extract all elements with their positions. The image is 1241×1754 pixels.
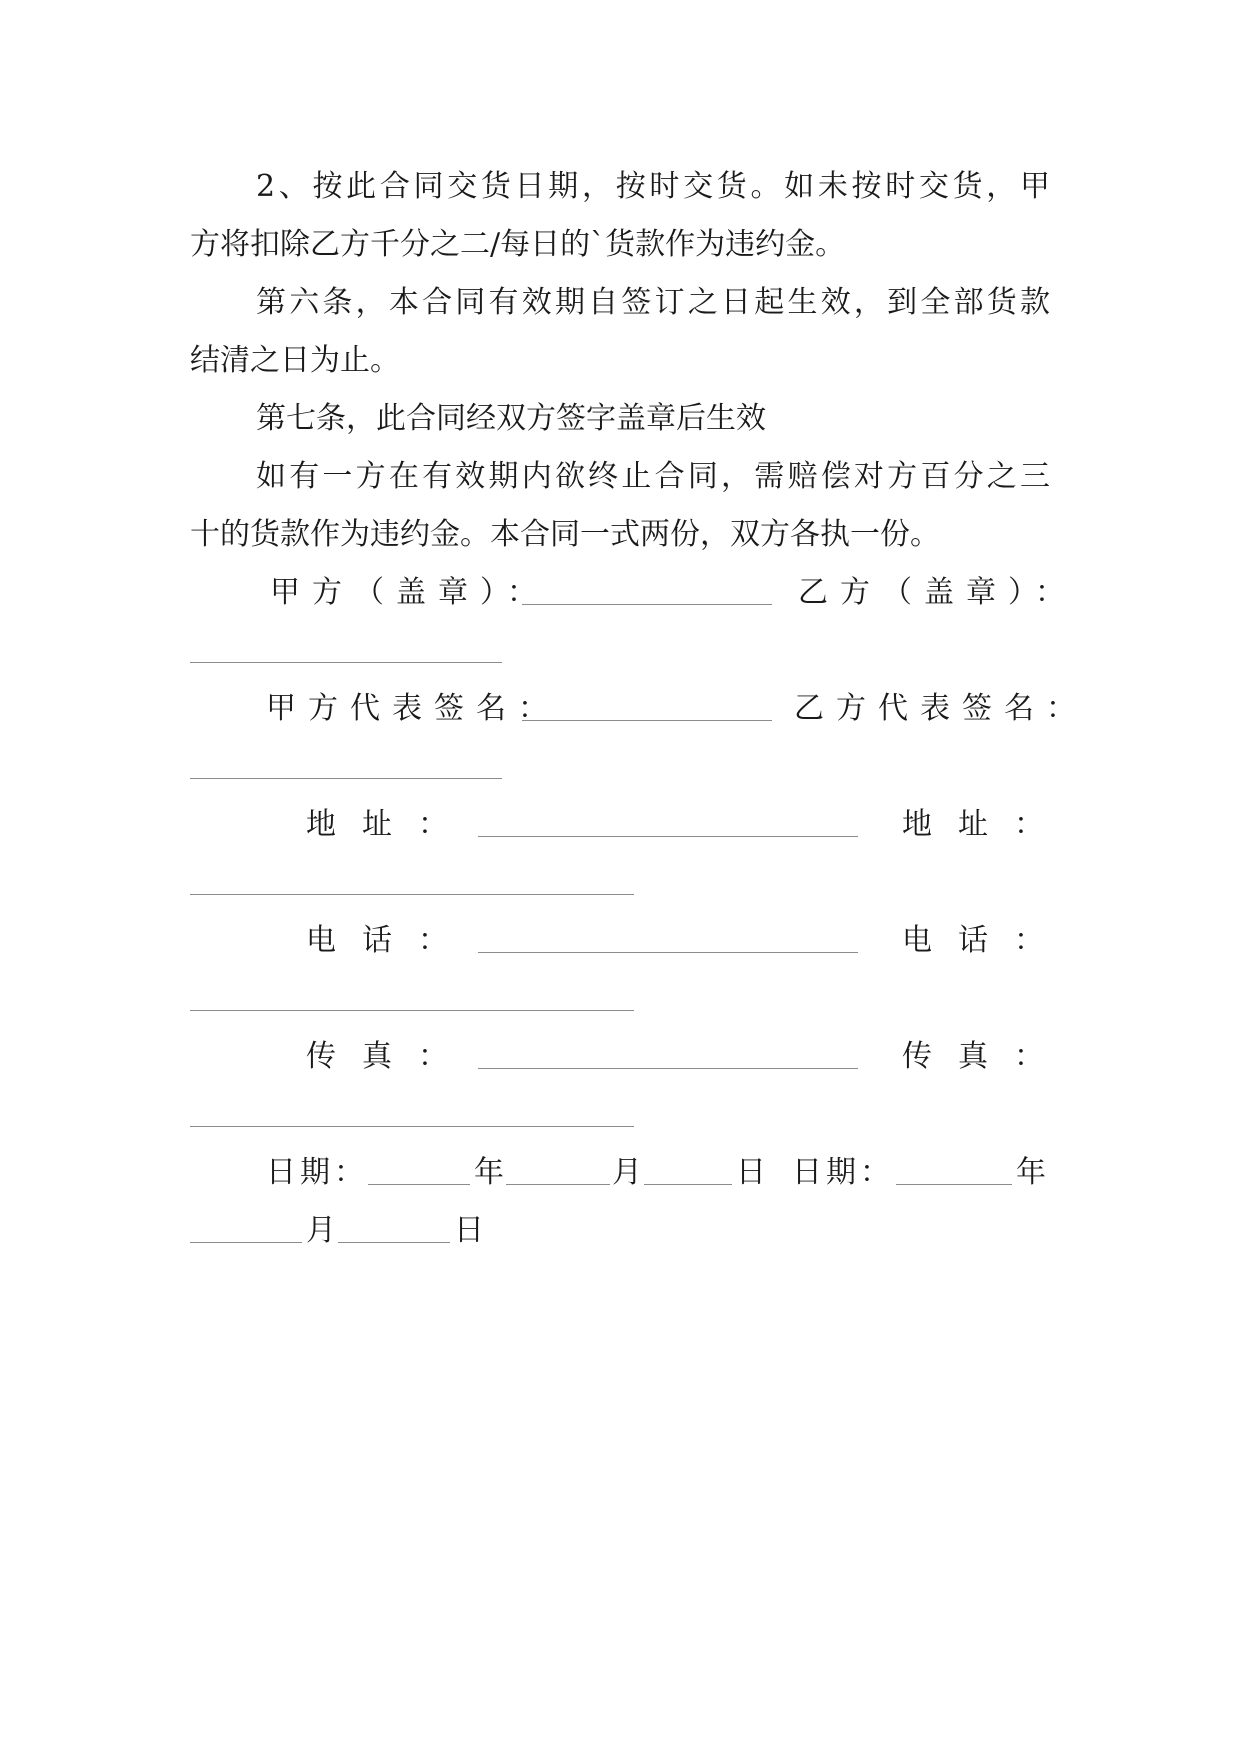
date-a-day-blank[interactable] (644, 1184, 732, 1185)
party-a-rep-label: 甲方代表签名： (266, 691, 560, 726)
address-b-label: 地址： (902, 807, 1070, 842)
fax-b-blank[interactable] (190, 1126, 634, 1127)
date-a-day-unit: 日 (736, 1155, 766, 1190)
date-a-month-blank[interactable] (506, 1184, 610, 1185)
clause-six-line-2: 结清之日为止。 (190, 343, 400, 378)
phone-a-label: 电话： (306, 923, 474, 958)
phone-b-label: 电话： (902, 923, 1070, 958)
party-a-rep-blank[interactable] (522, 720, 772, 721)
date-b-month-unit: 月 (306, 1213, 336, 1248)
termination-line-1: 如有一方在有效期内欲终止合同，需赔偿对方百分之三 (256, 459, 1050, 494)
party-b-rep-label: 乙方代表签名： (794, 691, 1088, 726)
fax-b-label: 传真： (902, 1039, 1070, 1074)
phone-b-blank[interactable] (190, 1010, 634, 1011)
date-a-month-unit: 月 (612, 1155, 642, 1190)
date-b-year-blank[interactable] (896, 1184, 1012, 1185)
date-b-month-blank[interactable] (190, 1242, 302, 1243)
clause-delivery-line-1: 2、按此合同交货日期，按时交货。如未按时交货，甲 (256, 169, 1050, 204)
date-b-label: 日期： (792, 1155, 894, 1190)
fax-a-blank[interactable] (478, 1068, 858, 1069)
date-b-day-unit: 日 (454, 1213, 484, 1248)
phone-a-blank[interactable] (478, 952, 858, 953)
address-b-blank[interactable] (190, 894, 634, 895)
address-a-label: 地址： (306, 807, 474, 842)
clause-delivery-line-2: 方将扣除乙方千分之二/每日的`货款作为违约金。 (190, 227, 846, 262)
date-a-label: 日期： (266, 1155, 368, 1190)
party-a-seal-blank[interactable] (522, 604, 772, 605)
termination-line-2: 十的货款作为违约金。本合同一式两份，双方各执一份。 (190, 517, 940, 552)
party-b-rep-blank[interactable] (190, 778, 502, 779)
party-a-seal-label: 甲方（盖章）： (270, 575, 549, 610)
party-b-seal-blank[interactable] (190, 662, 502, 663)
date-a-year-blank[interactable] (368, 1184, 470, 1185)
clause-seven-line-1: 第七条，此合同经双方签字盖章后生效 (256, 401, 766, 436)
date-b-year-unit: 年 (1016, 1155, 1046, 1190)
fax-a-label: 传真： (306, 1039, 474, 1074)
date-a-year-unit: 年 (474, 1155, 504, 1190)
clause-six-line-1: 第六条，本合同有效期自签订之日起生效，到全部货款 (256, 285, 1050, 320)
address-a-blank[interactable] (478, 836, 858, 837)
date-b-day-blank[interactable] (338, 1242, 450, 1243)
party-b-seal-label: 乙方（盖章）： (798, 575, 1077, 610)
